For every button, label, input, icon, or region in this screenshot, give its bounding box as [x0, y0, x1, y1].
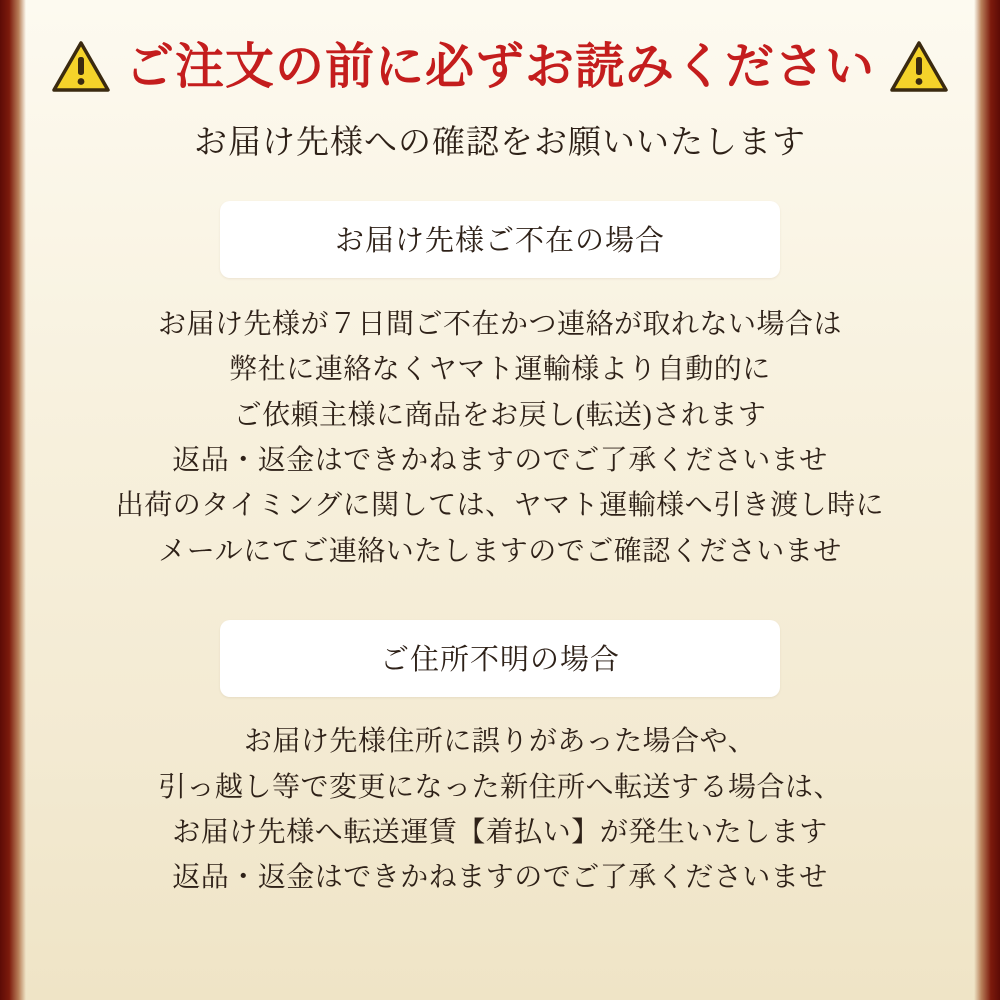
headline-row: [52, 40, 948, 94]
section-heading-unknown-address: ご住所不明の場合: [220, 620, 780, 697]
body-line: ご依頼主様に商品をお戻し(転送)されます: [233, 399, 767, 431]
section-body-unknown-address: [52, 719, 948, 900]
body-line: お届け先様が７日間ご不在かつ連絡が取れない場合は: [157, 309, 842, 340]
warning-triangle-icon: [51, 40, 111, 94]
body-line: 返品・返金はできかねますのでご了承くださいませ: [172, 862, 828, 894]
body-line: お届け先様へ転送運賃【着払い】が発生いたします: [172, 816, 828, 848]
page-subtitle: お届け先様への確認をお願いいたします: [194, 125, 806, 161]
body-line: メールにてご連絡いたしますのでご確認くださいませ: [158, 535, 842, 567]
body-line: お届け先様住所に誤りがあった場合や、: [243, 726, 757, 758]
section-body-absence: [52, 302, 948, 574]
section-heading-absence: お届け先様ご不在の場合: [220, 201, 780, 278]
body-line: 引っ越し等で変更になった新住所へ転送する場合は、: [157, 771, 842, 803]
page-title: ご注文の前に必ずお読みください: [125, 39, 876, 95]
warning-triangle-icon: [889, 40, 949, 94]
body-line: 弊社に連絡なくヤマト運輸様より自動的に: [229, 354, 771, 386]
body-line: 返品・返金はできかねますのでご了承くださいませ: [172, 445, 828, 477]
body-line: 出荷のタイミングに関しては、ヤマト運輸様へ引き渡し時に: [115, 490, 885, 522]
